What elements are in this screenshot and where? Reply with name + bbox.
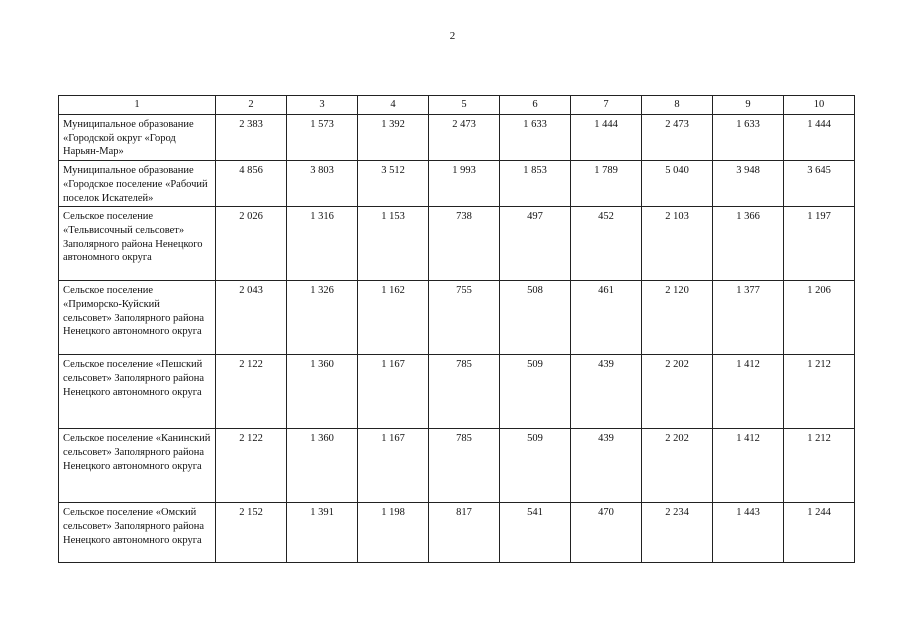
value-cell: 1 853	[500, 161, 571, 207]
column-header: 10	[784, 96, 855, 115]
value-cell: 817	[429, 503, 500, 563]
column-header: 3	[287, 96, 358, 115]
municipality-name: Сельское поселение «Канинский сельсовет» Заполярного района Ненецкого автономного округа	[59, 429, 216, 503]
value-cell: 1 206	[784, 281, 855, 355]
value-cell: 738	[429, 207, 500, 281]
value-cell: 1 360	[287, 429, 358, 503]
value-cell: 2 120	[642, 281, 713, 355]
value-cell: 1 153	[358, 207, 429, 281]
value-cell: 1 366	[713, 207, 784, 281]
column-header: 9	[713, 96, 784, 115]
value-cell: 497	[500, 207, 571, 281]
value-cell: 785	[429, 355, 500, 429]
table-row	[59, 429, 855, 503]
value-cell: 2 202	[642, 355, 713, 429]
value-cell: 439	[571, 355, 642, 429]
municipality-name: Сельское поселение «Приморско-Куйский сельсовет» Заполярного района Ненецкого автономного округа	[59, 281, 216, 355]
value-cell: 1 444	[571, 115, 642, 161]
value-cell: 1 633	[500, 115, 571, 161]
page-number: 2	[449, 30, 456, 42]
value-cell: 1 197	[784, 207, 855, 281]
value-cell: 2 122	[216, 429, 287, 503]
value-cell: 439	[571, 429, 642, 503]
value-cell: 2 202	[642, 429, 713, 503]
table-row	[59, 355, 855, 429]
value-cell: 4 856	[216, 161, 287, 207]
value-cell: 1 377	[713, 281, 784, 355]
value-cell: 1 789	[571, 161, 642, 207]
value-cell: 1 212	[784, 355, 855, 429]
value-cell: 452	[571, 207, 642, 281]
value-cell: 3 803	[287, 161, 358, 207]
value-cell: 1 167	[358, 355, 429, 429]
value-cell: 2 026	[216, 207, 287, 281]
value-cell: 1 162	[358, 281, 429, 355]
value-cell: 2 473	[429, 115, 500, 161]
table-row	[59, 281, 855, 355]
value-cell: 3 948	[713, 161, 784, 207]
value-cell: 2 103	[642, 207, 713, 281]
value-cell: 1 412	[713, 355, 784, 429]
value-cell: 2 122	[216, 355, 287, 429]
value-cell: 2 473	[642, 115, 713, 161]
value-cell: 1 316	[287, 207, 358, 281]
value-cell: 2 152	[216, 503, 287, 563]
column-header: 5	[429, 96, 500, 115]
value-cell: 1 198	[358, 503, 429, 563]
value-cell: 1 993	[429, 161, 500, 207]
value-cell: 1 444	[784, 115, 855, 161]
value-cell: 1 412	[713, 429, 784, 503]
value-cell: 470	[571, 503, 642, 563]
value-cell: 1 391	[287, 503, 358, 563]
value-cell: 541	[500, 503, 571, 563]
table-header-row	[59, 96, 855, 115]
municipality-name: Муниципальное образование «Городское поселение «Рабочий поселок Искателей»	[59, 161, 216, 207]
value-cell: 1 633	[713, 115, 784, 161]
value-cell: 1 326	[287, 281, 358, 355]
value-cell: 1 167	[358, 429, 429, 503]
value-cell: 1 244	[784, 503, 855, 563]
column-header: 4	[358, 96, 429, 115]
value-cell: 509	[500, 429, 571, 503]
column-header: 7	[571, 96, 642, 115]
value-cell: 509	[500, 355, 571, 429]
data-table	[58, 95, 855, 563]
municipality-name: Сельское поселение «Пешский сельсовет» Заполярного района Ненецкого автономного округа	[59, 355, 216, 429]
value-cell: 2 234	[642, 503, 713, 563]
municipality-name: Муниципальное образование «Городской округ «Город Нарьян-Мар»	[59, 115, 216, 161]
value-cell: 1 360	[287, 355, 358, 429]
table-row	[59, 503, 855, 563]
value-cell: 1 212	[784, 429, 855, 503]
table-row	[59, 207, 855, 281]
value-cell: 1 573	[287, 115, 358, 161]
municipality-name: Сельское поселение «Омский сельсовет» Заполярного района Ненецкого автономного округа	[59, 503, 216, 563]
column-header: 1	[59, 96, 216, 115]
value-cell: 508	[500, 281, 571, 355]
value-cell: 2 383	[216, 115, 287, 161]
value-cell: 3 512	[358, 161, 429, 207]
value-cell: 3 645	[784, 161, 855, 207]
value-cell: 1 392	[358, 115, 429, 161]
value-cell: 785	[429, 429, 500, 503]
value-cell: 461	[571, 281, 642, 355]
municipality-name: Сельское поселение «Тельвисочный сельсовет» Заполярного района Ненецкого автономного округа	[59, 207, 216, 281]
column-header: 8	[642, 96, 713, 115]
column-header: 2	[216, 96, 287, 115]
column-header: 6	[500, 96, 571, 115]
table-row	[59, 161, 855, 207]
value-cell: 1 443	[713, 503, 784, 563]
value-cell: 5 040	[642, 161, 713, 207]
value-cell: 2 043	[216, 281, 287, 355]
table-row	[59, 115, 855, 161]
value-cell: 755	[429, 281, 500, 355]
